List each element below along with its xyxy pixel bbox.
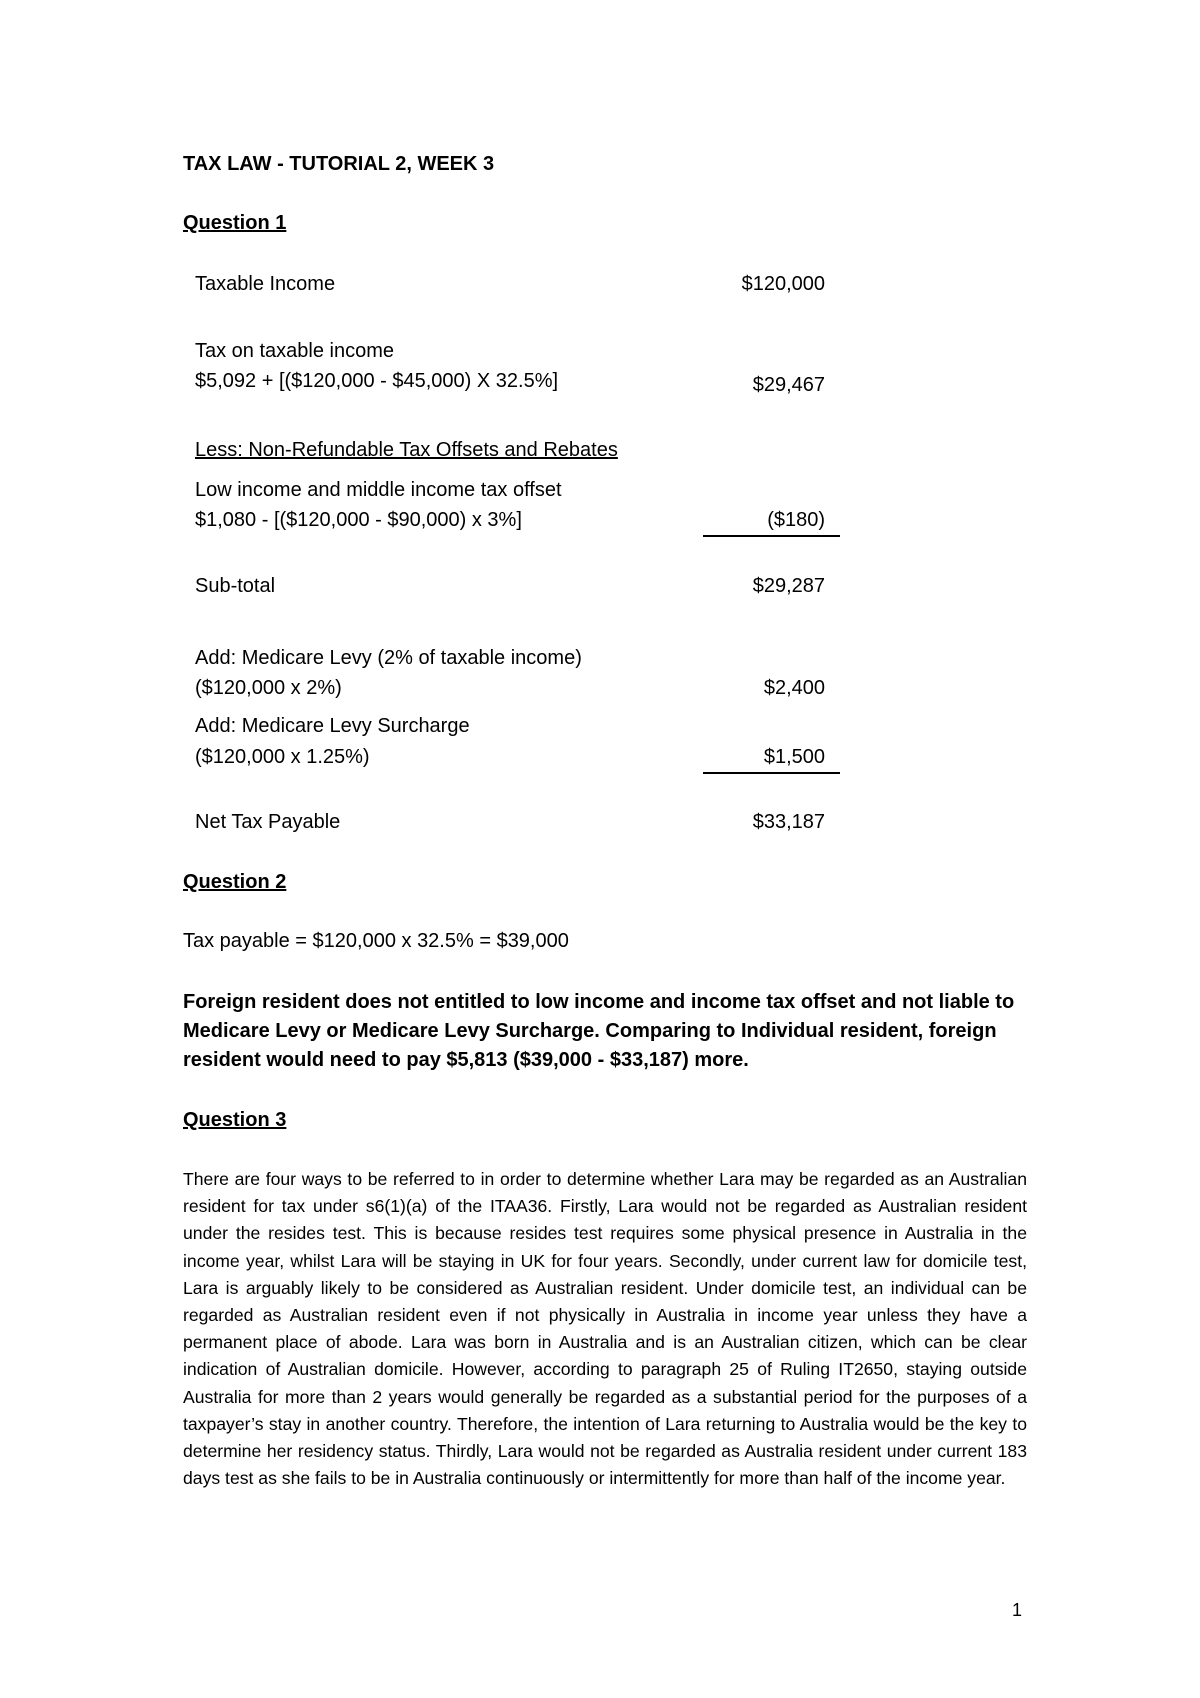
taxable-income-value: $120,000 xyxy=(741,273,825,295)
net-tax-label: Net Tax Payable xyxy=(195,811,341,833)
taxable-income-label: Taxable Income xyxy=(195,273,336,295)
page-number: 1 xyxy=(1011,1600,1022,1620)
surcharge-calc: ($120,000 x 1.25%) xyxy=(195,746,370,768)
medicare-levy-value: $2,400 xyxy=(763,677,825,699)
medicare-levy-label: Add: Medicare Levy (2% of taxable income) xyxy=(195,647,582,669)
tax-on-income-calc: $5,092 + [($120,000 - $45,000) X 32.5%] xyxy=(195,370,559,392)
question-1-heading: Question 1 xyxy=(183,212,287,234)
offset-label: Low income and middle income tax offset xyxy=(195,479,562,501)
less-offsets-heading: Less: Non-Refundable Tax Offsets and Rebates xyxy=(195,439,618,461)
subtotal-value: $29,287 xyxy=(752,575,825,597)
question-3-heading: Question 3 xyxy=(183,1109,287,1131)
tax-on-income-value: $29,467 xyxy=(752,374,825,396)
net-tax-value: $33,187 xyxy=(752,811,825,833)
offset-value: ($180) xyxy=(767,509,825,531)
tax-on-income-label: Tax on taxable income xyxy=(195,340,395,362)
tax-payable-line: Tax payable = $120,000 x 32.5% = $39,000 xyxy=(183,930,569,952)
offset-calc: $1,080 - [($120,000 - $90,000) x 3%] xyxy=(195,509,522,531)
residency-paragraph: There are four ways to be referred to in order to determine whether Lara may be regarded as an Australian resident for tax under s6(1)(a) of the ITAA36. Firstly, Lara would not be regarded as Australian resident under the resides test. This is because resides test requires some physical presence in Australia in the income year, whilst Lara will be staying in UK for four years. Secondly, under current law for domicile test, Lara is arguably likely to be considered as Australian resident. Under domicile test, an individual can be regarded as Australian resident even if not physically in Australia in income year unless they have a permanent place of abode. Lara was born in Australia and is an Australian citizen, which can be clear indication of Australian domicile. However, according to paragraph 25 of Ruling IT2650, staying outside Australia for more than 2 years would generally be regarded as a substantial period for the purposes of a taxpayer’s stay in another country. Therefore, the intention of Lara returning to Australia would be the key to determine her residency status. Thirdly, Lara would not be regarded as Australia resident under current 183 days test as she fails to be in Australia continuously or intermittently for more than half of the income year. xyxy=(183,1169,1027,1489)
foreign-resident-paragraph: Foreign resident does not entitled to low income and income tax offset and not liable to Medicare Levy or Medicare Levy Surcharge. Comparing to Individual resident, foreign resident would need to pay $5,813 ($39,000 - $33,187) more. xyxy=(183,991,1015,1071)
question-2-heading: Question 2 xyxy=(183,871,287,893)
medicare-levy-calc: ($120,000 x 2%) xyxy=(195,677,342,699)
subtotal-label: Sub-total xyxy=(195,575,276,597)
offset-underline xyxy=(703,535,840,537)
surcharge-underline xyxy=(703,772,840,774)
surcharge-label: Add: Medicare Levy Surcharge xyxy=(195,715,470,737)
surcharge-value: $1,500 xyxy=(763,746,825,768)
document-title: TAX LAW - TUTORIAL 2, WEEK 3 xyxy=(183,153,495,175)
